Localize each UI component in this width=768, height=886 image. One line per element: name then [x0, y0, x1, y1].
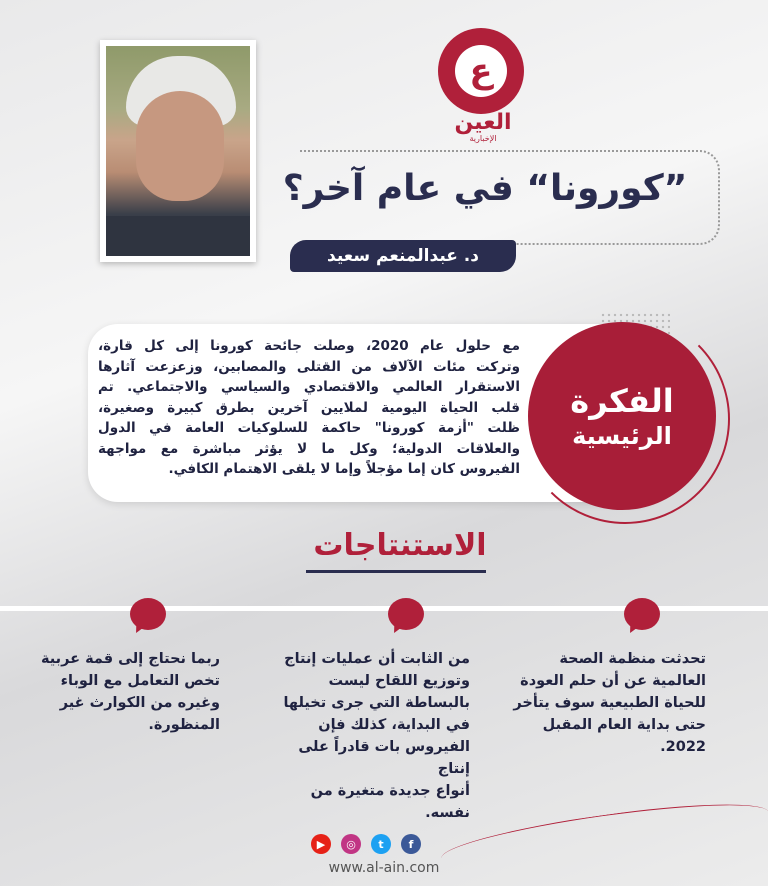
- text-line: الاستقرار العالمي والاقتصادي والسياسي والاجتماعي. تم: [98, 379, 520, 395]
- brand-name: العين: [454, 110, 512, 135]
- text-line: حتى بداية العام المقبل 2022.: [542, 717, 706, 755]
- text-line: تخص التعامل مع الوباء: [60, 673, 220, 689]
- text-line: تحدثت منظمة الصحة: [559, 651, 706, 667]
- conclusions-heading: الاستنتاجات: [313, 528, 487, 563]
- speech-bubble-icon: [130, 598, 166, 630]
- instagram-icon[interactable]: ◎: [341, 834, 361, 854]
- author-badge: د. عبدالمنعم سعيد: [290, 240, 516, 272]
- text-line: المنظورة.: [148, 717, 220, 733]
- youtube-icon[interactable]: ▶: [311, 834, 331, 854]
- website-link[interactable]: www.al-ain.com: [328, 860, 440, 876]
- text-line: نفسه.: [425, 805, 470, 821]
- text-line: في البداية، كذلك فإن: [318, 717, 470, 733]
- author-photo: [100, 40, 256, 262]
- text-line: قلب الحياة اليومية لملايين آخرين بطرق كبيرة وصغيرة،: [98, 399, 520, 416]
- conclusion-item-3: [40, 648, 220, 736]
- text-line: وتركت مئات الآلاف من القتلى والمصابين، وزعزعت آثارها: [98, 358, 520, 375]
- page-title: ”كورونا“ في عام آخر؟: [282, 168, 688, 209]
- conclusion-item-2: [270, 648, 470, 824]
- text-line: الفيروس بات قادراً على إنتاج: [298, 739, 470, 777]
- text-line: مع حلول عام 2020، وصلت جائحة كورونا إلى كل قارة،: [98, 338, 520, 354]
- text-line: للحياة الطبيعية سوف يتأخر: [513, 695, 706, 711]
- text-line: الفيروس كان إما مؤجلاً وإما لا يلقى الاهتمام الكافي.: [168, 461, 520, 477]
- facebook-icon[interactable]: f: [401, 834, 421, 854]
- decorative-swoosh: [439, 792, 768, 878]
- speech-bubble-icon: [624, 598, 660, 630]
- speech-bubble-icon: [388, 598, 424, 630]
- label-line: الرئيسية: [572, 422, 672, 450]
- text-line: ظلت "أزمة كورونا" حاكمة للسلوكيات العامة في الدول: [98, 420, 520, 436]
- text-line: والعلاقات الدولية؛ وكل ما لا يؤثر مباشرة مع مواجهة: [98, 440, 520, 457]
- main-idea-label: [528, 322, 716, 510]
- text-line: وتوزيع اللقاح ليست: [328, 673, 470, 689]
- text-line: أنواع جديدة متغيرة من: [310, 783, 470, 799]
- main-idea-text: [98, 336, 520, 480]
- text-line: ربما نحتاج إلى قمة عربية: [40, 651, 220, 667]
- text-line: بالبساطة التي جرى تخيلها: [283, 695, 470, 711]
- label-line: الفكرة: [570, 382, 674, 420]
- text-line: العالمية عن أن حلم العودة: [520, 673, 706, 689]
- logo-glyph: ع: [455, 45, 507, 97]
- text-line: وغيره من الكوارث غير: [59, 695, 220, 711]
- conclusion-item-1: [500, 648, 706, 758]
- text-line: من الثابت أن عمليات إنتاج: [284, 651, 470, 667]
- twitter-icon[interactable]: t: [371, 834, 391, 854]
- heading-underline: [306, 570, 486, 573]
- brand-sub: الإخبارية: [469, 134, 497, 143]
- brand-logo[interactable]: [438, 28, 524, 114]
